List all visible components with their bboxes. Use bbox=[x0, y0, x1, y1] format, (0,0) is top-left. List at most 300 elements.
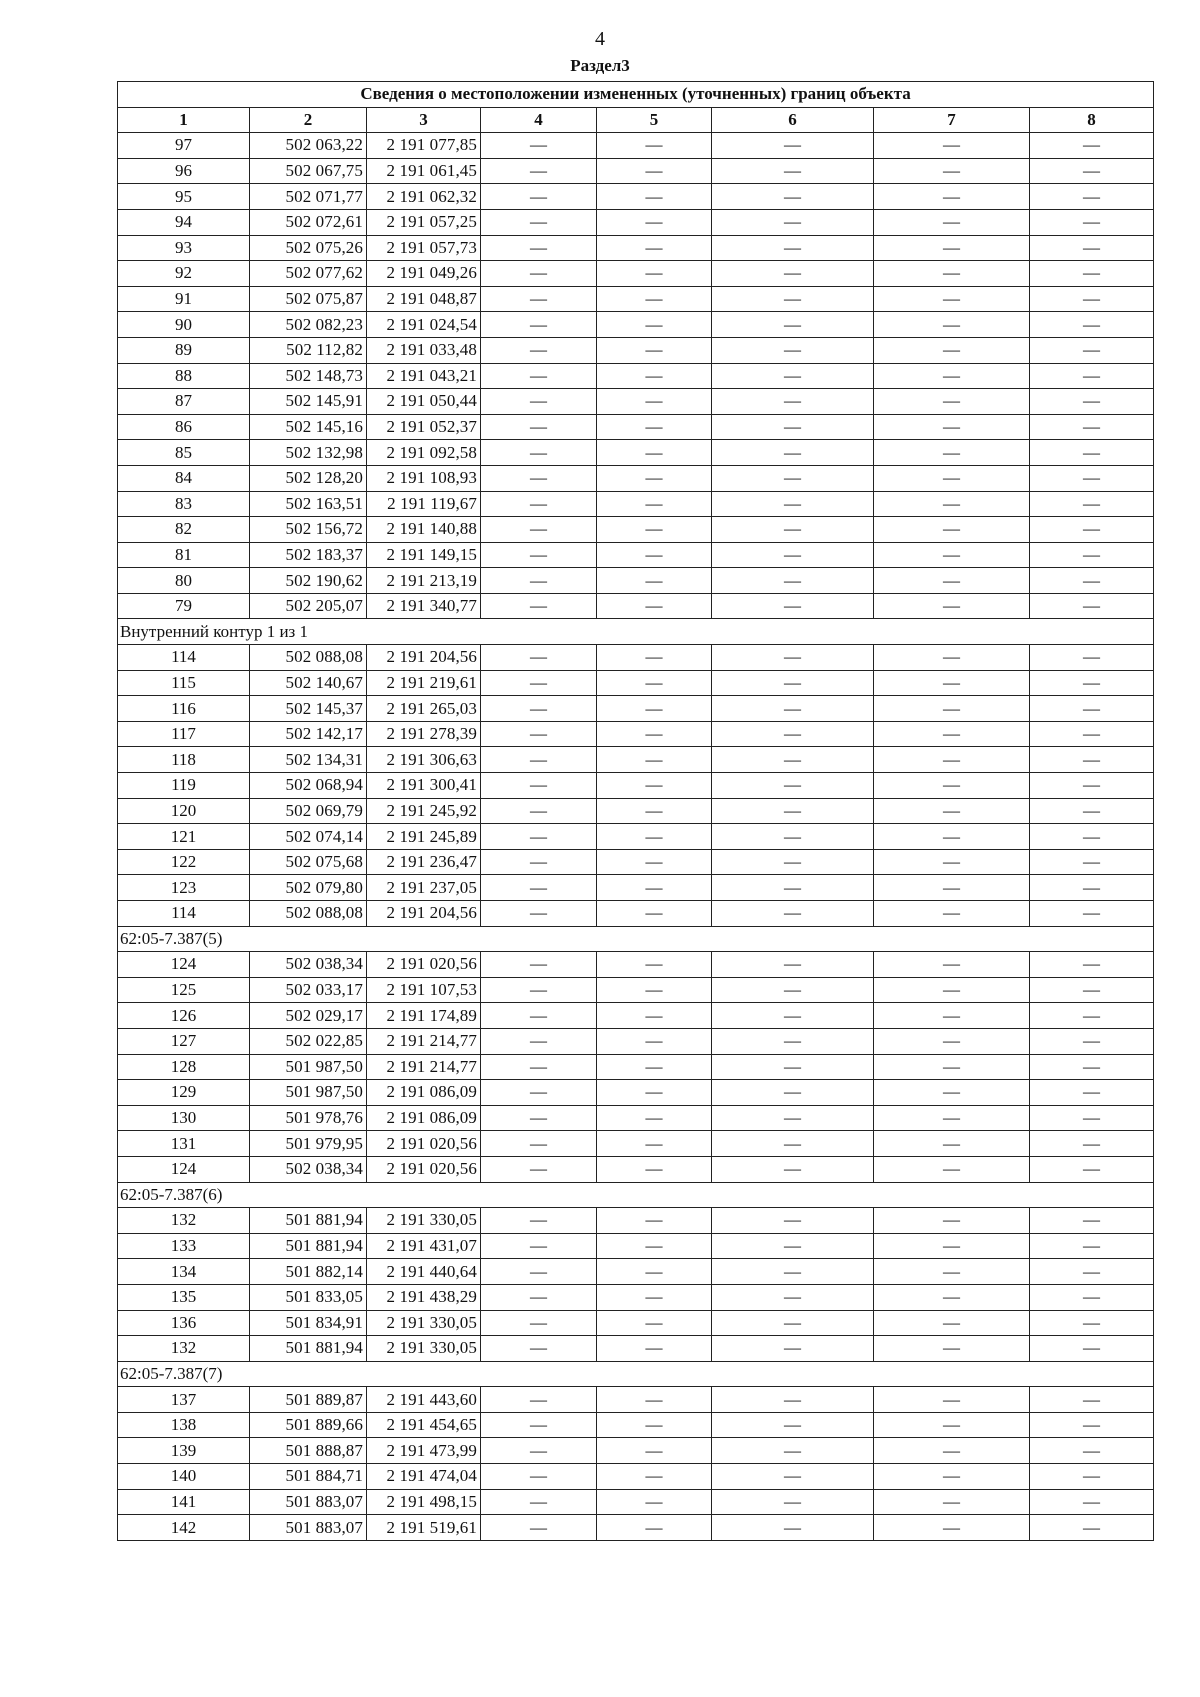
empty-value-cell: — bbox=[1030, 1131, 1154, 1157]
table-row bbox=[118, 1489, 1154, 1515]
empty-value-cell: — bbox=[481, 1515, 597, 1541]
point-number-cell: 90 bbox=[118, 312, 250, 338]
empty-value-cell: — bbox=[597, 440, 712, 466]
y-coordinate-cell: 2 191 440,64 bbox=[367, 1259, 481, 1285]
point-number-cell: 124 bbox=[118, 952, 250, 978]
y-coordinate-cell: 2 191 300,41 bbox=[367, 773, 481, 799]
column-header: 7 bbox=[874, 107, 1030, 133]
empty-value-cell: — bbox=[1030, 440, 1154, 466]
empty-value-cell: — bbox=[874, 184, 1030, 210]
empty-value-cell: — bbox=[712, 517, 874, 543]
empty-value-cell: — bbox=[874, 1336, 1030, 1362]
point-number-cell: 96 bbox=[118, 158, 250, 184]
empty-value-cell: — bbox=[597, 1412, 712, 1438]
table-row bbox=[118, 1208, 1154, 1234]
empty-value-cell: — bbox=[712, 1387, 874, 1413]
x-coordinate-cell: 501 883,07 bbox=[250, 1489, 367, 1515]
empty-value-cell: — bbox=[874, 517, 1030, 543]
point-number-cell: 120 bbox=[118, 798, 250, 824]
point-number-cell: 92 bbox=[118, 261, 250, 287]
table-row bbox=[118, 977, 1154, 1003]
empty-value-cell: — bbox=[481, 1105, 597, 1131]
empty-value-cell: — bbox=[481, 1464, 597, 1490]
empty-value-cell: — bbox=[874, 670, 1030, 696]
empty-value-cell: — bbox=[712, 721, 874, 747]
empty-value-cell: — bbox=[597, 824, 712, 850]
empty-value-cell: — bbox=[481, 1259, 597, 1285]
table-row bbox=[118, 670, 1154, 696]
x-coordinate-cell: 501 834,91 bbox=[250, 1310, 367, 1336]
y-coordinate-cell: 2 191 214,77 bbox=[367, 1054, 481, 1080]
table-row bbox=[118, 1105, 1154, 1131]
empty-value-cell: — bbox=[1030, 158, 1154, 184]
x-coordinate-cell: 502 069,79 bbox=[250, 798, 367, 824]
empty-value-cell: — bbox=[712, 1336, 874, 1362]
empty-value-cell: — bbox=[712, 363, 874, 389]
empty-value-cell: — bbox=[874, 824, 1030, 850]
empty-value-cell: — bbox=[874, 209, 1030, 235]
empty-value-cell: — bbox=[597, 158, 712, 184]
empty-value-cell: — bbox=[481, 133, 597, 159]
x-coordinate-cell: 502 075,68 bbox=[250, 849, 367, 875]
empty-value-cell: — bbox=[874, 337, 1030, 363]
table-row bbox=[118, 1515, 1154, 1541]
empty-value-cell: — bbox=[712, 337, 874, 363]
empty-value-cell: — bbox=[1030, 1156, 1154, 1182]
empty-value-cell: — bbox=[597, 1284, 712, 1310]
empty-value-cell: — bbox=[481, 1003, 597, 1029]
point-number-cell: 119 bbox=[118, 773, 250, 799]
empty-value-cell: — bbox=[597, 312, 712, 338]
empty-value-cell: — bbox=[874, 1387, 1030, 1413]
x-coordinate-cell: 502 132,98 bbox=[250, 440, 367, 466]
point-number-cell: 135 bbox=[118, 1284, 250, 1310]
empty-value-cell: — bbox=[712, 1310, 874, 1336]
empty-value-cell: — bbox=[481, 952, 597, 978]
table-row bbox=[118, 465, 1154, 491]
y-coordinate-cell: 2 191 340,77 bbox=[367, 593, 481, 619]
x-coordinate-cell: 502 205,07 bbox=[250, 593, 367, 619]
x-coordinate-cell: 502 072,61 bbox=[250, 209, 367, 235]
x-coordinate-cell: 501 883,07 bbox=[250, 1515, 367, 1541]
x-coordinate-cell: 502 068,94 bbox=[250, 773, 367, 799]
y-coordinate-cell: 2 191 454,65 bbox=[367, 1412, 481, 1438]
empty-value-cell: — bbox=[874, 1438, 1030, 1464]
y-coordinate-cell: 2 191 431,07 bbox=[367, 1233, 481, 1259]
empty-value-cell: — bbox=[712, 1284, 874, 1310]
point-number-cell: 139 bbox=[118, 1438, 250, 1464]
y-coordinate-cell: 2 191 236,47 bbox=[367, 849, 481, 875]
empty-value-cell: — bbox=[481, 1284, 597, 1310]
empty-value-cell: — bbox=[1030, 1028, 1154, 1054]
y-coordinate-cell: 2 191 204,56 bbox=[367, 645, 481, 671]
x-coordinate-cell: 501 979,95 bbox=[250, 1131, 367, 1157]
table-row bbox=[118, 1464, 1154, 1490]
empty-value-cell: — bbox=[1030, 261, 1154, 287]
y-coordinate-cell: 2 191 057,25 bbox=[367, 209, 481, 235]
x-coordinate-cell: 501 884,71 bbox=[250, 1464, 367, 1490]
table-row bbox=[118, 593, 1154, 619]
table-row bbox=[118, 1156, 1154, 1182]
empty-value-cell: — bbox=[874, 798, 1030, 824]
empty-value-cell: — bbox=[1030, 209, 1154, 235]
point-number-cell: 94 bbox=[118, 209, 250, 235]
point-number-cell: 86 bbox=[118, 414, 250, 440]
empty-value-cell: — bbox=[874, 1156, 1030, 1182]
x-coordinate-cell: 502 071,77 bbox=[250, 184, 367, 210]
x-coordinate-cell: 502 067,75 bbox=[250, 158, 367, 184]
empty-value-cell: — bbox=[1030, 798, 1154, 824]
empty-value-cell: — bbox=[597, 517, 712, 543]
table-row bbox=[118, 235, 1154, 261]
x-coordinate-cell: 502 145,37 bbox=[250, 696, 367, 722]
y-coordinate-cell: 2 191 062,32 bbox=[367, 184, 481, 210]
empty-value-cell: — bbox=[874, 1105, 1030, 1131]
empty-value-cell: — bbox=[712, 1515, 874, 1541]
empty-value-cell: — bbox=[712, 491, 874, 517]
empty-value-cell: — bbox=[712, 1412, 874, 1438]
x-coordinate-cell: 502 038,34 bbox=[250, 952, 367, 978]
empty-value-cell: — bbox=[1030, 1003, 1154, 1029]
empty-value-cell: — bbox=[712, 1156, 874, 1182]
empty-value-cell: — bbox=[712, 312, 874, 338]
x-coordinate-cell: 502 163,51 bbox=[250, 491, 367, 517]
empty-value-cell: — bbox=[481, 184, 597, 210]
y-coordinate-cell: 2 191 043,21 bbox=[367, 363, 481, 389]
empty-value-cell: — bbox=[712, 184, 874, 210]
y-coordinate-cell: 2 191 438,29 bbox=[367, 1284, 481, 1310]
empty-value-cell: — bbox=[1030, 977, 1154, 1003]
y-coordinate-cell: 2 191 052,37 bbox=[367, 414, 481, 440]
table-row bbox=[118, 158, 1154, 184]
point-number-cell: 131 bbox=[118, 1131, 250, 1157]
y-coordinate-cell: 2 191 149,15 bbox=[367, 542, 481, 568]
y-coordinate-cell: 2 191 498,15 bbox=[367, 1489, 481, 1515]
x-coordinate-cell: 502 033,17 bbox=[250, 977, 367, 1003]
empty-value-cell: — bbox=[712, 261, 874, 287]
table-row bbox=[118, 1310, 1154, 1336]
empty-value-cell: — bbox=[1030, 1284, 1154, 1310]
empty-value-cell: — bbox=[597, 286, 712, 312]
empty-value-cell: — bbox=[1030, 363, 1154, 389]
empty-value-cell: — bbox=[874, 465, 1030, 491]
x-coordinate-cell: 501 882,14 bbox=[250, 1259, 367, 1285]
point-number-cell: 136 bbox=[118, 1310, 250, 1336]
empty-value-cell: — bbox=[1030, 849, 1154, 875]
y-coordinate-cell: 2 191 092,58 bbox=[367, 440, 481, 466]
table-row bbox=[118, 312, 1154, 338]
empty-value-cell: — bbox=[712, 1028, 874, 1054]
x-coordinate-cell: 502 112,82 bbox=[250, 337, 367, 363]
x-coordinate-cell: 501 978,76 bbox=[250, 1105, 367, 1131]
empty-value-cell: — bbox=[597, 773, 712, 799]
empty-value-cell: — bbox=[874, 235, 1030, 261]
empty-value-cell: — bbox=[597, 337, 712, 363]
empty-value-cell: — bbox=[597, 363, 712, 389]
x-coordinate-cell: 502 183,37 bbox=[250, 542, 367, 568]
x-coordinate-cell: 501 889,87 bbox=[250, 1387, 367, 1413]
empty-value-cell: — bbox=[1030, 1336, 1154, 1362]
empty-value-cell: — bbox=[874, 1208, 1030, 1234]
y-coordinate-cell: 2 191 278,39 bbox=[367, 721, 481, 747]
empty-value-cell: — bbox=[597, 1259, 712, 1285]
empty-value-cell: — bbox=[874, 593, 1030, 619]
table-row bbox=[118, 491, 1154, 517]
empty-value-cell: — bbox=[481, 773, 597, 799]
empty-value-cell: — bbox=[597, 235, 712, 261]
empty-value-cell: — bbox=[597, 1208, 712, 1234]
empty-value-cell: — bbox=[1030, 824, 1154, 850]
empty-value-cell: — bbox=[874, 286, 1030, 312]
empty-value-cell: — bbox=[1030, 133, 1154, 159]
empty-value-cell: — bbox=[1030, 389, 1154, 415]
empty-value-cell: — bbox=[481, 1080, 597, 1106]
empty-value-cell: — bbox=[712, 158, 874, 184]
point-number-cell: 128 bbox=[118, 1054, 250, 1080]
empty-value-cell: — bbox=[874, 747, 1030, 773]
empty-value-cell: — bbox=[712, 542, 874, 568]
point-number-cell: 84 bbox=[118, 465, 250, 491]
x-coordinate-cell: 502 148,73 bbox=[250, 363, 367, 389]
empty-value-cell: — bbox=[481, 721, 597, 747]
empty-value-cell: — bbox=[597, 568, 712, 594]
x-coordinate-cell: 502 063,22 bbox=[250, 133, 367, 159]
point-number-cell: 141 bbox=[118, 1489, 250, 1515]
empty-value-cell: — bbox=[1030, 542, 1154, 568]
table-row bbox=[118, 1028, 1154, 1054]
column-header: 5 bbox=[597, 107, 712, 133]
empty-value-cell: — bbox=[712, 1208, 874, 1234]
point-number-cell: 140 bbox=[118, 1464, 250, 1490]
empty-value-cell: — bbox=[481, 1156, 597, 1182]
table-row bbox=[118, 517, 1154, 543]
empty-value-cell: — bbox=[597, 901, 712, 927]
empty-value-cell: — bbox=[481, 1208, 597, 1234]
empty-value-cell: — bbox=[481, 158, 597, 184]
point-number-cell: 116 bbox=[118, 696, 250, 722]
empty-value-cell: — bbox=[874, 1412, 1030, 1438]
y-coordinate-cell: 2 191 048,87 bbox=[367, 286, 481, 312]
point-number-cell: 80 bbox=[118, 568, 250, 594]
empty-value-cell: — bbox=[712, 1233, 874, 1259]
empty-value-cell: — bbox=[481, 1336, 597, 1362]
empty-value-cell: — bbox=[597, 465, 712, 491]
empty-value-cell: — bbox=[597, 1105, 712, 1131]
y-coordinate-cell: 2 191 443,60 bbox=[367, 1387, 481, 1413]
empty-value-cell: — bbox=[481, 1310, 597, 1336]
empty-value-cell: — bbox=[1030, 1464, 1154, 1490]
x-coordinate-cell: 502 142,17 bbox=[250, 721, 367, 747]
x-coordinate-cell: 502 082,23 bbox=[250, 312, 367, 338]
y-coordinate-cell: 2 191 330,05 bbox=[367, 1336, 481, 1362]
empty-value-cell: — bbox=[874, 773, 1030, 799]
empty-value-cell: — bbox=[1030, 1105, 1154, 1131]
y-coordinate-cell: 2 191 108,93 bbox=[367, 465, 481, 491]
point-number-cell: 126 bbox=[118, 1003, 250, 1029]
empty-value-cell: — bbox=[597, 977, 712, 1003]
y-coordinate-cell: 2 191 119,67 bbox=[367, 491, 481, 517]
empty-value-cell: — bbox=[481, 1412, 597, 1438]
empty-value-cell: — bbox=[1030, 721, 1154, 747]
contour-group-row bbox=[118, 926, 1154, 952]
point-number-cell: 89 bbox=[118, 337, 250, 363]
y-coordinate-cell: 2 191 306,63 bbox=[367, 747, 481, 773]
empty-value-cell: — bbox=[481, 261, 597, 287]
point-number-cell: 142 bbox=[118, 1515, 250, 1541]
empty-value-cell: — bbox=[597, 798, 712, 824]
table-row bbox=[118, 1131, 1154, 1157]
table-row bbox=[118, 261, 1154, 287]
empty-value-cell: — bbox=[1030, 1515, 1154, 1541]
empty-value-cell: — bbox=[597, 952, 712, 978]
empty-value-cell: — bbox=[712, 133, 874, 159]
point-number-cell: 93 bbox=[118, 235, 250, 261]
empty-value-cell: — bbox=[1030, 235, 1154, 261]
point-number-cell: 137 bbox=[118, 1387, 250, 1413]
empty-value-cell: — bbox=[1030, 773, 1154, 799]
empty-value-cell: — bbox=[1030, 1387, 1154, 1413]
x-coordinate-cell: 501 987,50 bbox=[250, 1080, 367, 1106]
empty-value-cell: — bbox=[597, 389, 712, 415]
x-coordinate-cell: 502 156,72 bbox=[250, 517, 367, 543]
empty-value-cell: — bbox=[712, 235, 874, 261]
point-number-cell: 118 bbox=[118, 747, 250, 773]
empty-value-cell: — bbox=[481, 491, 597, 517]
table-row bbox=[118, 1387, 1154, 1413]
empty-value-cell: — bbox=[874, 952, 1030, 978]
table-row bbox=[118, 1054, 1154, 1080]
empty-value-cell: — bbox=[481, 875, 597, 901]
y-coordinate-cell: 2 191 214,77 bbox=[367, 1028, 481, 1054]
empty-value-cell: — bbox=[874, 1233, 1030, 1259]
table-row bbox=[118, 184, 1154, 210]
x-coordinate-cell: 501 881,94 bbox=[250, 1208, 367, 1234]
empty-value-cell: — bbox=[597, 747, 712, 773]
empty-value-cell: — bbox=[874, 1054, 1030, 1080]
section-title: Раздел3 bbox=[570, 56, 630, 75]
empty-value-cell: — bbox=[712, 849, 874, 875]
point-number-cell: 138 bbox=[118, 1412, 250, 1438]
y-coordinate-cell: 2 191 020,56 bbox=[367, 1131, 481, 1157]
empty-value-cell: — bbox=[597, 645, 712, 671]
y-coordinate-cell: 2 191 245,92 bbox=[367, 798, 481, 824]
empty-value-cell: — bbox=[1030, 312, 1154, 338]
point-number-cell: 121 bbox=[118, 824, 250, 850]
x-coordinate-cell: 502 075,87 bbox=[250, 286, 367, 312]
empty-value-cell: — bbox=[712, 389, 874, 415]
y-coordinate-cell: 2 191 049,26 bbox=[367, 261, 481, 287]
empty-value-cell: — bbox=[597, 1233, 712, 1259]
empty-value-cell: — bbox=[874, 440, 1030, 466]
empty-value-cell: — bbox=[481, 414, 597, 440]
y-coordinate-cell: 2 191 265,03 bbox=[367, 696, 481, 722]
empty-value-cell: — bbox=[597, 1464, 712, 1490]
empty-value-cell: — bbox=[481, 465, 597, 491]
empty-value-cell: — bbox=[481, 824, 597, 850]
column-header: 3 bbox=[367, 107, 481, 133]
empty-value-cell: — bbox=[597, 1387, 712, 1413]
table-row bbox=[118, 773, 1154, 799]
contour-group-row bbox=[118, 1361, 1154, 1387]
empty-value-cell: — bbox=[712, 696, 874, 722]
table-row bbox=[118, 133, 1154, 159]
empty-value-cell: — bbox=[712, 952, 874, 978]
empty-value-cell: — bbox=[1030, 1259, 1154, 1285]
point-number-cell: 127 bbox=[118, 1028, 250, 1054]
empty-value-cell: — bbox=[874, 1028, 1030, 1054]
empty-value-cell: — bbox=[874, 1489, 1030, 1515]
table-row bbox=[118, 721, 1154, 747]
point-number-cell: 133 bbox=[118, 1233, 250, 1259]
table-row bbox=[118, 1003, 1154, 1029]
empty-value-cell: — bbox=[874, 363, 1030, 389]
x-coordinate-cell: 502 088,08 bbox=[250, 901, 367, 927]
table-row bbox=[118, 337, 1154, 363]
empty-value-cell: — bbox=[597, 593, 712, 619]
y-coordinate-cell: 2 191 330,05 bbox=[367, 1310, 481, 1336]
empty-value-cell: — bbox=[712, 645, 874, 671]
table-row bbox=[118, 645, 1154, 671]
table-row bbox=[118, 568, 1154, 594]
empty-value-cell: — bbox=[481, 235, 597, 261]
empty-value-cell: — bbox=[874, 568, 1030, 594]
empty-value-cell: — bbox=[1030, 414, 1154, 440]
table-body bbox=[118, 133, 1154, 1541]
table-row bbox=[118, 1412, 1154, 1438]
y-coordinate-cell: 2 191 330,05 bbox=[367, 1208, 481, 1234]
empty-value-cell: — bbox=[874, 696, 1030, 722]
empty-value-cell: — bbox=[712, 1080, 874, 1106]
table-row bbox=[118, 1438, 1154, 1464]
empty-value-cell: — bbox=[1030, 1208, 1154, 1234]
empty-value-cell: — bbox=[874, 875, 1030, 901]
empty-value-cell: — bbox=[712, 1438, 874, 1464]
empty-value-cell: — bbox=[874, 1259, 1030, 1285]
empty-value-cell: — bbox=[481, 798, 597, 824]
point-number-cell: 125 bbox=[118, 977, 250, 1003]
x-coordinate-cell: 501 889,66 bbox=[250, 1412, 367, 1438]
empty-value-cell: — bbox=[481, 977, 597, 1003]
x-coordinate-cell: 502 075,26 bbox=[250, 235, 367, 261]
empty-value-cell: — bbox=[1030, 901, 1154, 927]
point-number-cell: 117 bbox=[118, 721, 250, 747]
empty-value-cell: — bbox=[597, 1080, 712, 1106]
x-coordinate-cell: 502 077,62 bbox=[250, 261, 367, 287]
empty-value-cell: — bbox=[712, 670, 874, 696]
y-coordinate-cell: 2 191 204,56 bbox=[367, 901, 481, 927]
empty-value-cell: — bbox=[1030, 1489, 1154, 1515]
empty-value-cell: — bbox=[712, 773, 874, 799]
empty-value-cell: — bbox=[712, 414, 874, 440]
x-coordinate-cell: 502 190,62 bbox=[250, 568, 367, 594]
y-coordinate-cell: 2 191 245,89 bbox=[367, 824, 481, 850]
point-number-cell: 129 bbox=[118, 1080, 250, 1106]
y-coordinate-cell: 2 191 086,09 bbox=[367, 1105, 481, 1131]
empty-value-cell: — bbox=[481, 670, 597, 696]
empty-value-cell: — bbox=[874, 1464, 1030, 1490]
empty-value-cell: — bbox=[1030, 491, 1154, 517]
empty-value-cell: — bbox=[597, 721, 712, 747]
empty-value-cell: — bbox=[597, 1131, 712, 1157]
empty-value-cell: — bbox=[712, 1105, 874, 1131]
empty-value-cell: — bbox=[481, 312, 597, 338]
empty-value-cell: — bbox=[481, 645, 597, 671]
y-coordinate-cell: 2 191 020,56 bbox=[367, 952, 481, 978]
point-number-cell: 95 bbox=[118, 184, 250, 210]
empty-value-cell: — bbox=[1030, 286, 1154, 312]
column-header: 2 bbox=[250, 107, 367, 133]
empty-value-cell: — bbox=[597, 1156, 712, 1182]
